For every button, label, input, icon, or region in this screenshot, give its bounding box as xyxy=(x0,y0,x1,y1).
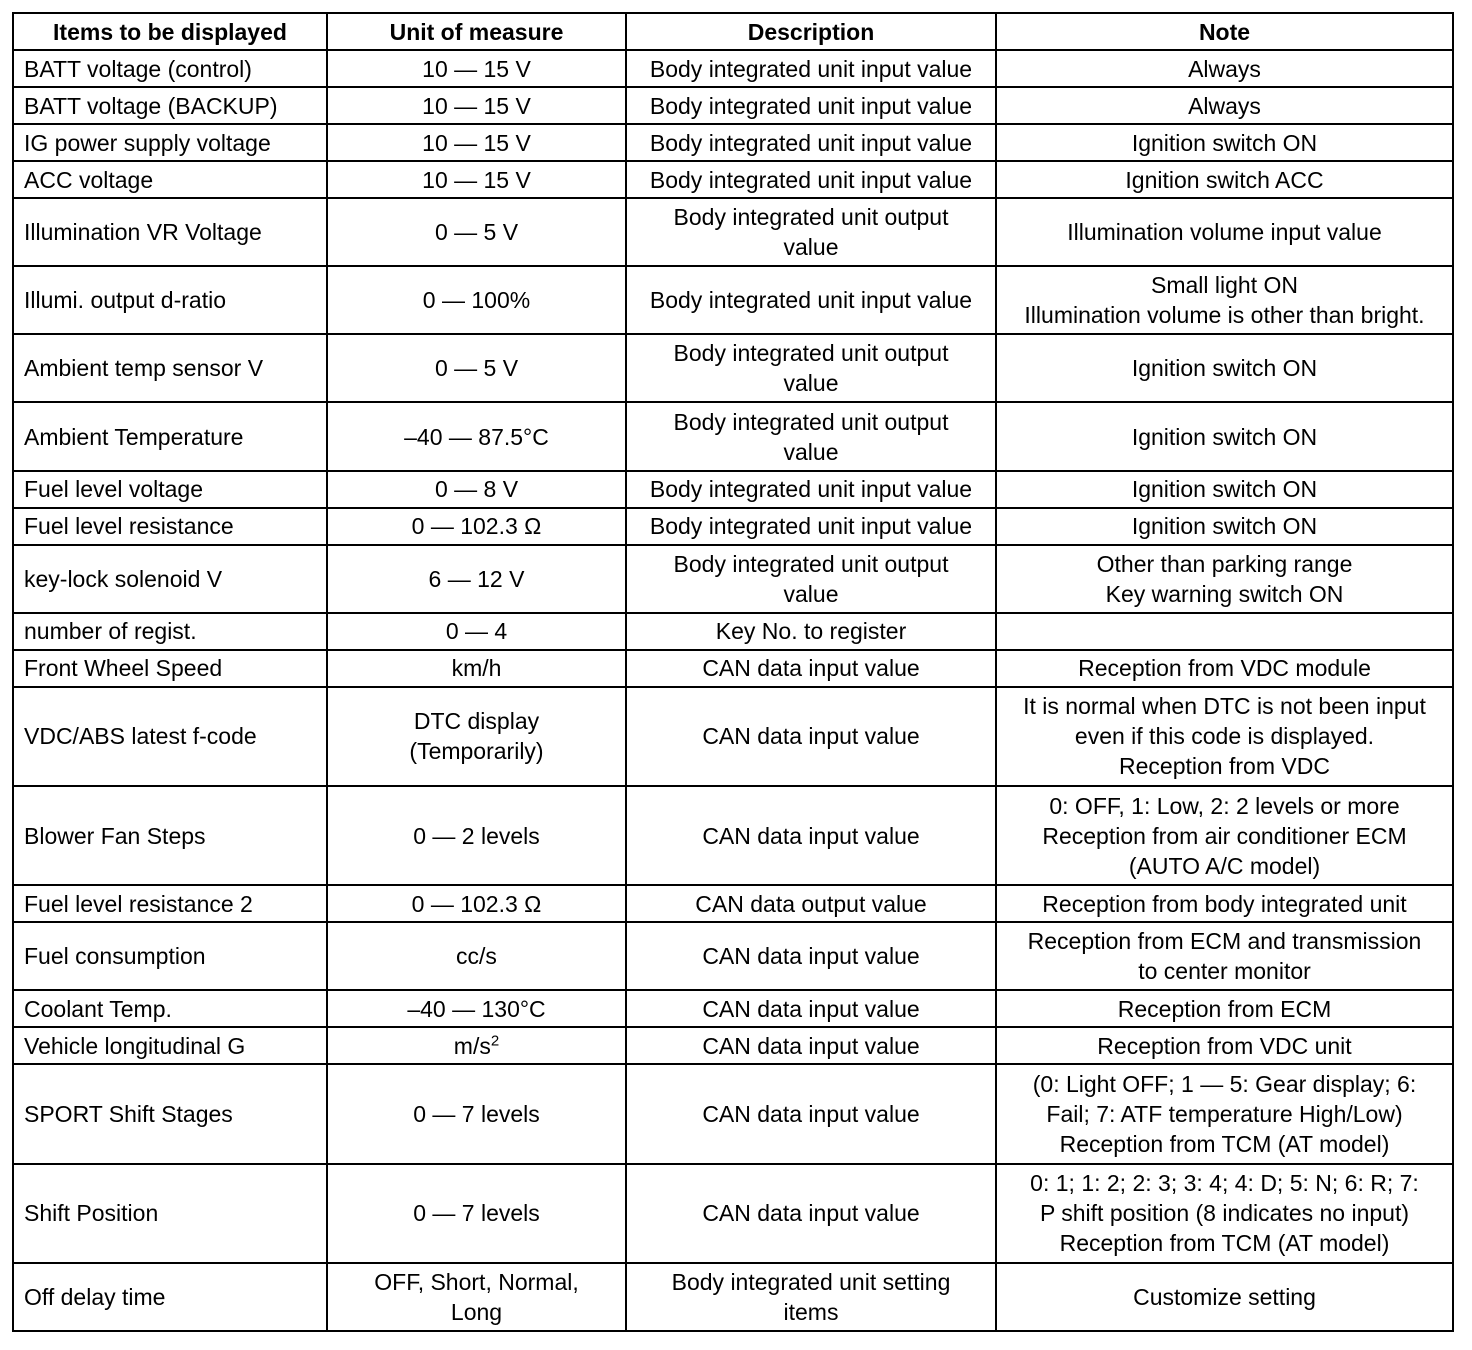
cell-unit xyxy=(327,885,626,922)
table-row xyxy=(13,1164,1453,1263)
cell-description-text: CAN data input value xyxy=(702,1032,920,1059)
cell-description xyxy=(626,266,996,334)
cell-description-text: CAN data output value xyxy=(695,890,927,917)
cell-item xyxy=(13,545,327,613)
cell-note-text: Ignition switch ON xyxy=(1131,129,1318,156)
cell-item-text: Ambient Temperature xyxy=(24,423,244,450)
cell-note-text: Reception from ECM and transmission to center monitor xyxy=(1027,928,1422,985)
cell-item xyxy=(13,1064,327,1163)
cell-note-text: Ignition switch ACC xyxy=(1125,166,1324,193)
cell-unit-text: 0 — 102.3 Ω xyxy=(411,890,542,917)
cell-unit-text: 0 — 100% xyxy=(422,287,531,314)
cell-note xyxy=(996,990,1453,1027)
cell-note xyxy=(996,87,1453,124)
cell-description-text: CAN data input value xyxy=(702,655,920,682)
cell-description-text: Body integrated unit output value xyxy=(673,408,949,465)
cell-description-text: CAN data input value xyxy=(702,822,920,849)
cell-description xyxy=(626,786,996,885)
cell-note xyxy=(996,786,1453,885)
table-row xyxy=(13,161,1453,198)
table-row xyxy=(13,1027,1453,1064)
cell-description-text: CAN data input value xyxy=(702,943,920,970)
cell-note-text: 0: OFF, 1: Low, 2: 2 levels or more Reception from air conditioner ECM (AUTO A/C model) xyxy=(1042,792,1407,879)
table-row xyxy=(13,786,1453,885)
cell-item-text: Fuel level resistance 2 xyxy=(24,890,253,917)
cell-note-text: Always xyxy=(1188,55,1261,82)
cell-unit xyxy=(327,1064,626,1163)
cell-item xyxy=(13,650,327,687)
cell-unit-text: 0 — 7 levels xyxy=(413,1200,540,1227)
cell-unit xyxy=(327,1164,626,1263)
cell-unit xyxy=(327,402,626,470)
cell-description xyxy=(626,161,996,198)
cell-item-text: VDC/ABS latest f-code xyxy=(24,723,257,750)
cell-description-text: CAN data input value xyxy=(702,1100,920,1127)
cell-item xyxy=(13,161,327,198)
cell-description-text: Body integrated unit input value xyxy=(649,92,973,119)
cell-item xyxy=(13,266,327,334)
cell-unit-text: 10 — 15 V xyxy=(422,55,531,82)
cell-unit xyxy=(327,613,626,650)
cell-item-text: Fuel level resistance xyxy=(24,513,234,540)
cell-note-text: 0: 1; 1: 2; 2: 3; 3: 4; 4: D; 5: N; 6: R; 7: P shift position (8 indicates no input) Reception from TCM (AT model) xyxy=(1030,1170,1419,1257)
cell-unit-text: 0 — 8 V xyxy=(434,476,519,503)
header-description: Description xyxy=(626,13,996,50)
cell-unit xyxy=(327,161,626,198)
cell-description xyxy=(626,650,996,687)
cell-description-text: Body integrated unit output value xyxy=(673,340,949,397)
cell-item-text: SPORT Shift Stages xyxy=(24,1100,233,1127)
cell-description xyxy=(626,50,996,87)
cell-item xyxy=(13,1027,327,1064)
cell-note xyxy=(996,124,1453,161)
cell-item-text: Blower Fan Steps xyxy=(24,822,206,849)
cell-description xyxy=(626,198,996,266)
table-row xyxy=(13,613,1453,650)
cell-note xyxy=(996,402,1453,470)
cell-note xyxy=(996,161,1453,198)
table-row xyxy=(13,402,1453,470)
cell-item-text: BATT voltage (control) xyxy=(24,55,252,82)
cell-note xyxy=(996,922,1453,990)
table-row xyxy=(13,50,1453,87)
cell-item xyxy=(13,508,327,545)
table-row xyxy=(13,990,1453,1027)
header-unit: Unit of measure xyxy=(327,13,626,50)
cell-item-text: Shift Position xyxy=(24,1200,159,1227)
cell-unit-text: 10 — 15 V xyxy=(422,166,531,193)
cell-description xyxy=(626,334,996,402)
cell-note-text: It is normal when DTC is not been input even if this code is displayed. Reception from VDC xyxy=(1023,693,1426,780)
cell-unit-text: 0 — 102.3 Ω xyxy=(411,513,542,540)
cell-item xyxy=(13,687,327,786)
table-row xyxy=(13,334,1453,402)
cell-unit xyxy=(327,650,626,687)
cell-description-text: Key No. to register xyxy=(715,618,907,645)
cell-description xyxy=(626,124,996,161)
cell-unit xyxy=(327,687,626,786)
cell-unit-text: cc/s xyxy=(456,943,497,970)
cell-description-text: CAN data input value xyxy=(702,723,920,750)
cell-unit-text: –40 — 87.5°C xyxy=(404,423,549,450)
cell-item xyxy=(13,922,327,990)
cell-description xyxy=(626,402,996,470)
cell-note-text: Reception from body integrated unit xyxy=(1042,890,1407,917)
cell-description xyxy=(626,1027,996,1064)
cell-note xyxy=(996,198,1453,266)
cell-unit xyxy=(327,198,626,266)
cell-description xyxy=(626,1064,996,1163)
cell-unit-text: 6 — 12 V xyxy=(428,565,525,592)
cell-item xyxy=(13,885,327,922)
cell-item xyxy=(13,87,327,124)
cell-unit-text: km/h xyxy=(451,655,502,682)
table-row xyxy=(13,545,1453,613)
cell-unit xyxy=(327,334,626,402)
cell-unit-text: 10 — 15 V xyxy=(422,92,531,119)
cell-unit xyxy=(327,471,626,508)
cell-item-text: Fuel level voltage xyxy=(24,476,203,503)
cell-item xyxy=(13,124,327,161)
cell-description xyxy=(626,545,996,613)
table-row xyxy=(13,1263,1453,1331)
cell-description-text: Body integrated unit input value xyxy=(649,287,973,314)
cell-note-text: Customize setting xyxy=(1133,1283,1316,1310)
cell-item xyxy=(13,613,327,650)
cell-note xyxy=(996,613,1453,650)
cell-item-text: BATT voltage (BACKUP) xyxy=(24,92,278,119)
cell-note xyxy=(996,334,1453,402)
cell-description-text: CAN data input value xyxy=(702,1200,920,1227)
cell-note xyxy=(996,508,1453,545)
unit-superscript: 2 xyxy=(490,1032,500,1050)
cell-note-text: Other than parking range Key warning switch ON xyxy=(1096,550,1353,607)
cell-unit xyxy=(327,124,626,161)
cell-note xyxy=(996,1027,1453,1064)
cell-unit-text: 0 — 7 levels xyxy=(413,1100,540,1127)
cell-unit xyxy=(327,1263,626,1331)
cell-item-text: Fuel consumption xyxy=(24,943,206,970)
cell-description-text: Body integrated unit input value xyxy=(649,513,973,540)
cell-unit xyxy=(327,990,626,1027)
cell-unit-text: 0 — 5 V xyxy=(434,355,519,382)
cell-unit-text: –40 — 130°C xyxy=(407,995,546,1022)
cell-note-text: Reception from VDC unit xyxy=(1097,1032,1352,1059)
cell-item-text: Vehicle longitudinal G xyxy=(24,1032,246,1059)
cell-item xyxy=(13,786,327,885)
cell-description xyxy=(626,1263,996,1331)
cell-description-text: Body integrated unit setting items xyxy=(671,1268,951,1325)
cell-item xyxy=(13,50,327,87)
cell-description-text: CAN data input value xyxy=(702,995,920,1022)
cell-note-text: Ignition switch ON xyxy=(1131,423,1318,450)
table-row xyxy=(13,198,1453,266)
cell-unit-text: 10 — 15 V xyxy=(422,129,531,156)
header-items: Items to be displayed xyxy=(13,13,327,50)
cell-unit-text: 0 — 5 V xyxy=(434,219,519,246)
cell-unit-text: m/s xyxy=(453,1032,491,1059)
cell-description xyxy=(626,613,996,650)
cell-description xyxy=(626,990,996,1027)
cell-note xyxy=(996,471,1453,508)
table-row xyxy=(13,508,1453,545)
cell-item-text: Front Wheel Speed xyxy=(24,655,223,682)
table-row xyxy=(13,885,1453,922)
cell-description xyxy=(626,471,996,508)
data-monitor-table xyxy=(12,12,1454,1332)
cell-unit xyxy=(327,1027,626,1064)
cell-note-text: (0: Light OFF; 1 — 5: Gear display; 6: Fail; 7: ATF temperature High/Low) Reception from TCM (AT model) xyxy=(1032,1070,1417,1157)
cell-unit xyxy=(327,508,626,545)
table-row xyxy=(13,650,1453,687)
cell-unit xyxy=(327,545,626,613)
cell-unit-text: 0 — 2 levels xyxy=(413,822,540,849)
cell-note xyxy=(996,1064,1453,1163)
cell-description xyxy=(626,87,996,124)
cell-unit-text: OFF, Short, Normal, Long xyxy=(374,1268,579,1325)
cell-note xyxy=(996,50,1453,87)
cell-unit xyxy=(327,266,626,334)
cell-item xyxy=(13,1164,327,1263)
table-row xyxy=(13,87,1453,124)
cell-item-text: number of regist. xyxy=(24,618,197,645)
cell-note-text: Reception from ECM xyxy=(1117,995,1332,1022)
table-row xyxy=(13,687,1453,786)
cell-note-text: Small light ON Illumination volume is other than bright. xyxy=(1024,272,1425,329)
cell-unit xyxy=(327,922,626,990)
cell-note xyxy=(996,1263,1453,1331)
cell-item-text: key-lock solenoid V xyxy=(24,565,223,592)
cell-note xyxy=(996,266,1453,334)
cell-note xyxy=(996,650,1453,687)
cell-item-text: Illumi. output d-ratio xyxy=(24,287,226,314)
header-row xyxy=(13,13,1453,50)
cell-item xyxy=(13,198,327,266)
cell-note-text: Ignition switch ON xyxy=(1131,355,1318,382)
cell-note-text: Ignition switch ON xyxy=(1131,476,1318,503)
cell-item-text: Coolant Temp. xyxy=(24,995,172,1022)
cell-description-text: Body integrated unit input value xyxy=(649,476,973,503)
cell-item xyxy=(13,471,327,508)
cell-description xyxy=(626,687,996,786)
cell-description-text: Body integrated unit output value xyxy=(673,550,949,607)
cell-item xyxy=(13,334,327,402)
cell-note-text: Always xyxy=(1188,92,1261,119)
header-note: Note xyxy=(996,13,1453,50)
cell-note xyxy=(996,1164,1453,1263)
cell-note-text: Reception from VDC module xyxy=(1078,655,1371,682)
cell-note-text: Illumination volume input value xyxy=(1067,219,1382,246)
cell-description xyxy=(626,508,996,545)
cell-item-text: Illumination VR Voltage xyxy=(24,219,262,246)
cell-item xyxy=(13,990,327,1027)
cell-item-text: Off delay time xyxy=(24,1283,166,1310)
cell-note xyxy=(996,545,1453,613)
cell-note xyxy=(996,885,1453,922)
cell-description-text: Body integrated unit input value xyxy=(649,129,973,156)
cell-note-text: Ignition switch ON xyxy=(1131,513,1318,540)
cell-unit-text: DTC display (Temporarily) xyxy=(409,708,544,765)
table-row xyxy=(13,922,1453,990)
cell-item-text: IG power supply voltage xyxy=(24,129,271,156)
cell-note xyxy=(996,687,1453,786)
cell-unit xyxy=(327,50,626,87)
cell-description xyxy=(626,922,996,990)
table-row xyxy=(13,266,1453,334)
cell-description xyxy=(626,885,996,922)
cell-description-text: Body integrated unit output value xyxy=(673,204,949,261)
table-row xyxy=(13,124,1453,161)
cell-description-text: Body integrated unit input value xyxy=(649,166,973,193)
cell-unit-text: 0 — 4 xyxy=(445,618,508,645)
cell-item-text: Ambient temp sensor V xyxy=(24,355,264,382)
cell-item-text: ACC voltage xyxy=(24,166,154,193)
cell-item xyxy=(13,402,327,470)
cell-unit xyxy=(327,786,626,885)
table-body xyxy=(13,50,1453,1331)
cell-description xyxy=(626,1164,996,1263)
table-row xyxy=(13,1064,1453,1163)
cell-description-text: Body integrated unit input value xyxy=(649,55,973,82)
cell-item xyxy=(13,1263,327,1331)
table-row xyxy=(13,471,1453,508)
cell-unit xyxy=(327,87,626,124)
